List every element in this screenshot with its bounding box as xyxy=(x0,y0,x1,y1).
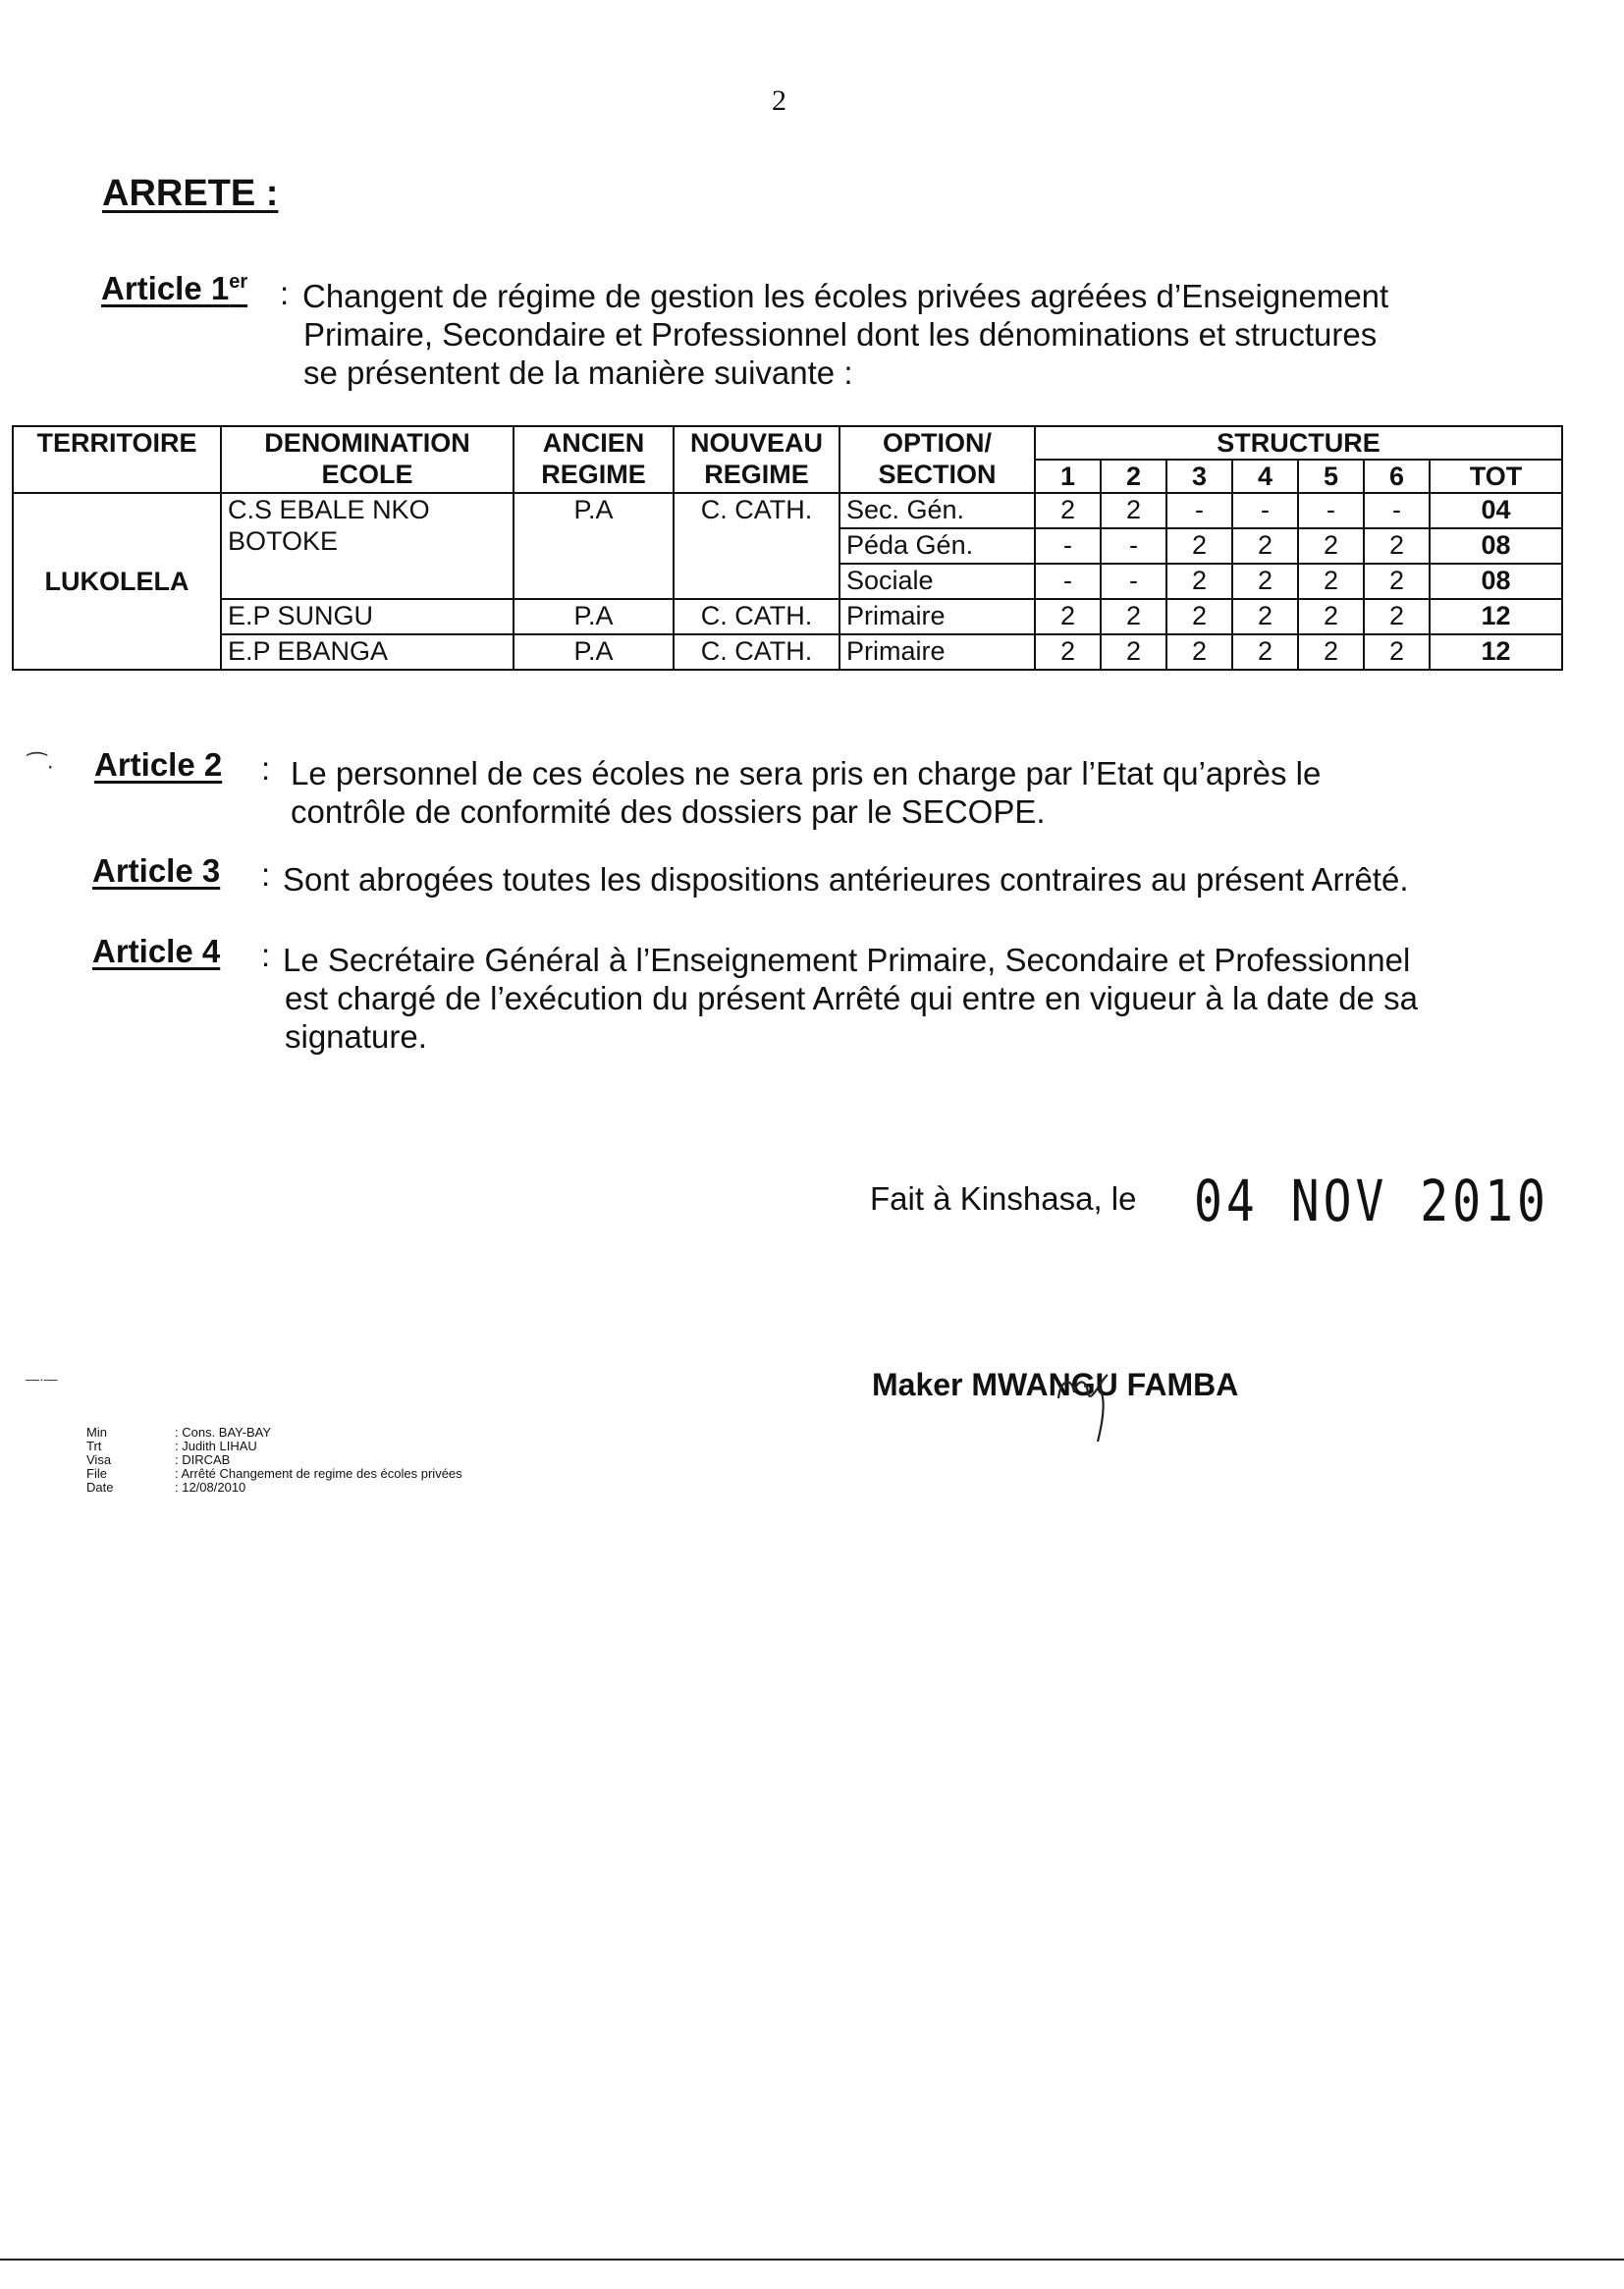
article-4-line: est chargé de l’exécution du présent Arrêté qui entre en vigueur à la date de sa xyxy=(285,980,1418,1016)
article-2-line: Le personnel de ces écoles ne sera pris en charge par l’Etat qu’après le xyxy=(291,755,1322,791)
article-4-line: Le Secrétaire Général à l’Enseignement Primaire, Secondaire et Professionnel xyxy=(283,942,1411,978)
article-1-line: Primaire, Secondaire et Professionnel dont les dénominations et structures xyxy=(303,316,1378,353)
page-number: 2 xyxy=(772,84,786,117)
nouveau-regime-cell: C. CATH. xyxy=(674,634,839,670)
level-cell: - xyxy=(1364,493,1430,528)
territoire-cell: LUKOLELA xyxy=(13,493,221,670)
header-denomination-line: ECOLE xyxy=(321,460,413,489)
header-nouveau-regime xyxy=(674,426,839,493)
footer-key: Date xyxy=(86,1480,114,1495)
table-row xyxy=(13,634,1562,670)
header-nouveau-line: NOUVEAU xyxy=(689,428,823,458)
level-cell: - xyxy=(1101,528,1166,564)
article-1-line: se présentent de la manière suivante : xyxy=(303,354,853,391)
option-cell: Sociale xyxy=(839,564,1035,599)
article-1-text xyxy=(302,277,1388,315)
ancien-regime-cell: P.A xyxy=(514,599,674,634)
school-name-cell: E.P SUNGU xyxy=(221,599,514,634)
header-level-4: 4 xyxy=(1232,460,1298,493)
header-ancien-line: ANCIEN xyxy=(542,428,645,458)
level-cell: 2 xyxy=(1035,599,1101,634)
level-cell: 2 xyxy=(1298,634,1364,670)
level-cell: - xyxy=(1232,493,1298,528)
level-cell: 2 xyxy=(1364,599,1430,634)
footer-row xyxy=(86,1481,462,1495)
article-1-line: Changent de régime de gestion les écoles privées agréées d’Enseignement xyxy=(302,278,1389,314)
article-4-text-cont xyxy=(285,979,1418,1056)
footer-key: Trt xyxy=(86,1439,102,1453)
footer-key: Visa xyxy=(86,1452,112,1467)
header-option-line: SECTION xyxy=(878,460,997,489)
header-territoire: TERRITOIRE xyxy=(13,426,221,493)
header-denomination xyxy=(221,426,514,493)
school-name-cell xyxy=(221,493,514,599)
total-cell: 08 xyxy=(1430,528,1562,564)
article-1-label-text: Article 1 xyxy=(101,270,230,306)
footer-value: : Cons. BAY-BAY xyxy=(175,1425,272,1440)
margin-mark-icon: ⁀· xyxy=(27,753,55,780)
level-cell: 2 xyxy=(1232,564,1298,599)
footer-row xyxy=(86,1467,462,1481)
article-3-text xyxy=(283,860,1409,899)
footer-row xyxy=(86,1426,462,1440)
article-3-line: Sont abrogées toutes les dispositions antérieures contraires au présent Arrêté. xyxy=(283,861,1409,898)
level-cell: 2 xyxy=(1166,634,1232,670)
place-date-label: Fait à Kinshasa, le xyxy=(870,1180,1137,1217)
signatory-name: Maker MWANGU FAMBA xyxy=(872,1367,1239,1402)
header-level-2: 2 xyxy=(1101,460,1166,493)
schools-structure-table xyxy=(12,425,1563,671)
header-ancien-regime xyxy=(514,426,674,493)
table-row xyxy=(13,599,1562,634)
level-cell: 2 xyxy=(1298,599,1364,634)
level-cell: - xyxy=(1035,528,1101,564)
footer-row xyxy=(86,1453,462,1467)
level-cell: - xyxy=(1101,564,1166,599)
header-level-1: 1 xyxy=(1035,460,1101,493)
nouveau-regime-cell: C. CATH. xyxy=(674,599,839,634)
footer-key: Min xyxy=(86,1425,107,1440)
level-cell: - xyxy=(1166,493,1232,528)
date-stamp: 04 NOV 2010 xyxy=(1194,1169,1549,1235)
article-4-label: Article 4 xyxy=(92,933,221,969)
header-ancien-line: REGIME xyxy=(541,460,646,489)
level-cell: 2 xyxy=(1035,634,1101,670)
bottom-rule xyxy=(0,2259,1624,2261)
routing-footer xyxy=(86,1426,462,1495)
level-cell: 2 xyxy=(1166,528,1232,564)
total-cell: 04 xyxy=(1430,493,1562,528)
total-cell: 12 xyxy=(1430,634,1562,670)
footer-value: : DIRCAB xyxy=(175,1452,231,1467)
ancien-regime-cell: P.A xyxy=(514,634,674,670)
header-option-section xyxy=(839,426,1035,493)
article-1-label xyxy=(101,270,247,307)
school-name-line: C.S EBALE NKO xyxy=(228,495,430,524)
header-tot: TOT xyxy=(1430,460,1562,493)
header-level-5: 5 xyxy=(1298,460,1364,493)
level-cell: 2 xyxy=(1101,599,1166,634)
article-2-label: Article 2 xyxy=(94,746,223,783)
footer-key: File xyxy=(86,1466,107,1481)
article-1-label-sup: er xyxy=(229,271,248,293)
article-4-text xyxy=(283,941,1410,979)
level-cell: 2 xyxy=(1364,564,1430,599)
level-cell: 2 xyxy=(1364,634,1430,670)
level-cell: 2 xyxy=(1232,634,1298,670)
article-2-colon: : xyxy=(261,750,271,787)
article-2-text xyxy=(291,754,1321,831)
margin-tick-icon: —·— xyxy=(26,1371,58,1387)
level-cell: 2 xyxy=(1166,564,1232,599)
footer-value: : 12/08/2010 xyxy=(175,1480,246,1495)
level-cell: 2 xyxy=(1232,599,1298,634)
article-2-line: contrôle de conformité des dossiers par le SECOPE. xyxy=(291,793,1046,830)
article-3-colon: : xyxy=(261,856,271,893)
level-cell: 2 xyxy=(1166,599,1232,634)
option-cell: Primaire xyxy=(839,634,1035,670)
header-structure: STRUCTURE xyxy=(1035,426,1562,460)
footer-value: : Arrêté Changement de regime des écoles privées xyxy=(175,1466,462,1481)
footer-row xyxy=(86,1440,462,1453)
level-cell: 2 xyxy=(1101,634,1166,670)
header-level-6: 6 xyxy=(1364,460,1430,493)
total-cell: 08 xyxy=(1430,564,1562,599)
level-cell: 2 xyxy=(1298,564,1364,599)
heading-arrete: ARRETE : xyxy=(102,173,279,214)
level-cell: - xyxy=(1298,493,1364,528)
article-1-text-cont xyxy=(303,315,1377,392)
signature-scribble-icon xyxy=(1051,1359,1129,1447)
option-cell: Sec. Gén. xyxy=(839,493,1035,528)
article-1-colon: : xyxy=(280,275,290,311)
level-cell: 2 xyxy=(1232,528,1298,564)
total-cell: 12 xyxy=(1430,599,1562,634)
table-row xyxy=(13,493,1562,528)
ancien-regime-cell: P.A xyxy=(514,493,674,599)
level-cell: - xyxy=(1035,564,1101,599)
level-cell: 2 xyxy=(1035,493,1101,528)
article-3-label: Article 3 xyxy=(92,852,221,889)
header-nouveau-line: REGIME xyxy=(704,460,809,489)
article-4-colon: : xyxy=(261,937,271,973)
nouveau-regime-cell: C. CATH. xyxy=(674,493,839,599)
school-name-cell: E.P EBANGA xyxy=(221,634,514,670)
article-4-line: signature. xyxy=(285,1018,427,1055)
school-name-line: BOTOKE xyxy=(228,526,339,556)
header-level-3: 3 xyxy=(1166,460,1232,493)
footer-value: : Judith LIHAU xyxy=(175,1439,257,1453)
option-cell: Primaire xyxy=(839,599,1035,634)
header-option-line: OPTION/ xyxy=(882,428,992,458)
level-cell: 2 xyxy=(1364,528,1430,564)
level-cell: 2 xyxy=(1298,528,1364,564)
option-cell: Péda Gén. xyxy=(839,528,1035,564)
header-denomination-line: DENOMINATION xyxy=(264,428,470,458)
level-cell: 2 xyxy=(1101,493,1166,528)
